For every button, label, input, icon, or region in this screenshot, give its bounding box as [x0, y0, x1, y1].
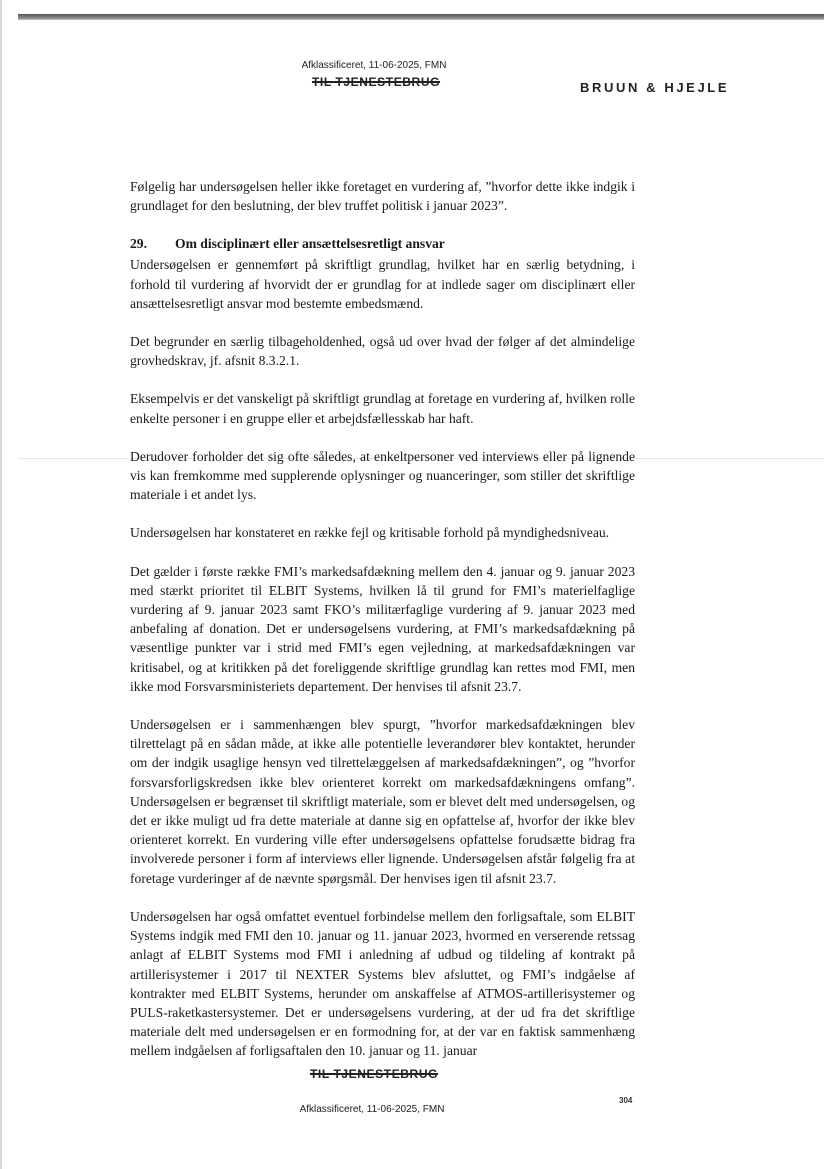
- header-declassification-stamp: Afklassificeret, 11-06-2025, FMN: [301, 60, 447, 71]
- paragraph: Undersøgelsen er i sammenhængen blev spurgt, ”hvorfor markedsafdækningen blev tilrettelagt på en sådan måde, at ikke alle potentielle leverandører blev kontaktet, herunder om der indgik usaglige hensyn ved tilrettelæggelsen af markedsafdækningen”, og ”hvorfor forsvarsforligskredsen ikke blev orienteret korrekt om markedsafdækningens omfang”. Undersøgelsen er begrænset til skriftligt materiale, som er blevet delt med undersøgelsen, og det er ikke muligt ud fra dette materiale at danne sig en opfattelse af, hvorfor der ikke blev orienteret korrekt. En vurdering ville efter undersøgelsens opfattelse forudsætte bidrag fra involverede personer i form af interviews eller lignende. Undersøgelsen afstår følgelig fra at foretage vurderinger af de nævnte spørgsmål. Der henvises igen til afsnit 23.7.: [130, 717, 635, 886]
- section-title: Om disciplinært eller ansættelsesretligt ansvar: [175, 236, 445, 252]
- paragraph: Undersøgelsen har konstateret en række fejl og kritisable forhold på myndighedsniveau.: [130, 525, 610, 541]
- paragraph: Derudover forholder det sig ofte således, at enkeltpersoner ved interviews eller på lignende vis kan fremkomme med supplerende oplysninger og nuanceringer, som stiller det skriftlige materiale i et andet lys.: [130, 448, 635, 503]
- footer-declassification-stamp: Afklassificeret, 11-06-2025, FMN: [299, 1104, 445, 1115]
- paragraph: Det begrunder en særlig tilbageholdenhed, også ud over hvad der følger af det almindelige grovhedskrav, jf. afsnit 8.3.2.1.: [130, 334, 635, 369]
- paragraph: Undersøgelsen er gennemført på skriftligt grundlag, hvilket har en særlig betydning, i forhold til vurdering af hvorvidt der er grundlag for at indlede sager om disciplinært eller ansættelsesretligt ansvar mod bestemte embedsmænd.: [130, 257, 635, 311]
- scan-edge-left: [0, 0, 2, 1169]
- law-firm-logo: BRUUN & HJEJLE: [580, 80, 730, 95]
- paragraph: Undersøgelsen har også omfattet eventuel forbindelse mellem den forligsaftale, som ELBIT Systems indgik med FMI den 10. januar og 11. januar 2023, hvormed en verserende retssag anlagt af ELBIT Systems mod FMI i anledning af udbud og tildeling af kontrakt på artillerisystemer i 2017 til NEXTER Systems blev afsluttet, og FMI’s indgåelse af kontrakter med ELBIT Systems, herunder om anskaffelse af ATMOS-artillerisystemer og PULS-raketkastersystemer. Det er undersøgelsens vurdering, at der ud fra det skriftlige materiale delt med undersøgelsen er en formodning for, at der var en faktisk sammenhæng mellem indgåelsen af forligsaftalen den 10. januar og 11. januar: [130, 908, 635, 1059]
- document-body: [130, 177, 635, 1061]
- header-classification-marking: TIL TJENESTEBRUG: [311, 75, 441, 89]
- scan-edge-top-shadow: [18, 19, 824, 20]
- intro-paragraph: Følgelig har undersøgelsen heller ikke foretaget en vurdering af, ”hvorfor dette ikke indgik i grundlaget for den beslutning, der blev truffet politisk i januar 2023”.: [130, 179, 635, 214]
- section-heading: [130, 234, 635, 253]
- section-number: 29.: [130, 236, 147, 252]
- footer-classification-marking: TIL TJENESTEBRUG: [309, 1067, 439, 1081]
- page-number: 304: [619, 1096, 633, 1105]
- paragraph: Det gælder i første række FMI’s markedsafdækning mellem den 4. januar og 9. januar 2023 med stærkt prioritet til ELBIT Systems, hvilken lå til grund for FMI’s materielfaglige vurdering af 9. januar 2023 samt FKO’s militærfaglige vurdering af 9. januar 2023 med anbefaling af donation. Det er undersøgelsens vurdering, at FMI’s markedsafdækning på væsentlige punkter var i strid med FMI’s egen vejledning, at markedsafdækningen var kritisabel, og at kritikken på det foreliggende skriftlige grundlag kan rettes mod FMI, men ikke mod Forsvarsministeriets departement. Der henvises til afsnit 23.7.: [130, 563, 635, 694]
- paragraph: Eksempelvis er det vanskeligt på skriftligt grundlag at foretage en vurdering af, hvilken rolle enkelte personer i en gruppe eller et arbejdsfællesskab har haft.: [130, 391, 635, 426]
